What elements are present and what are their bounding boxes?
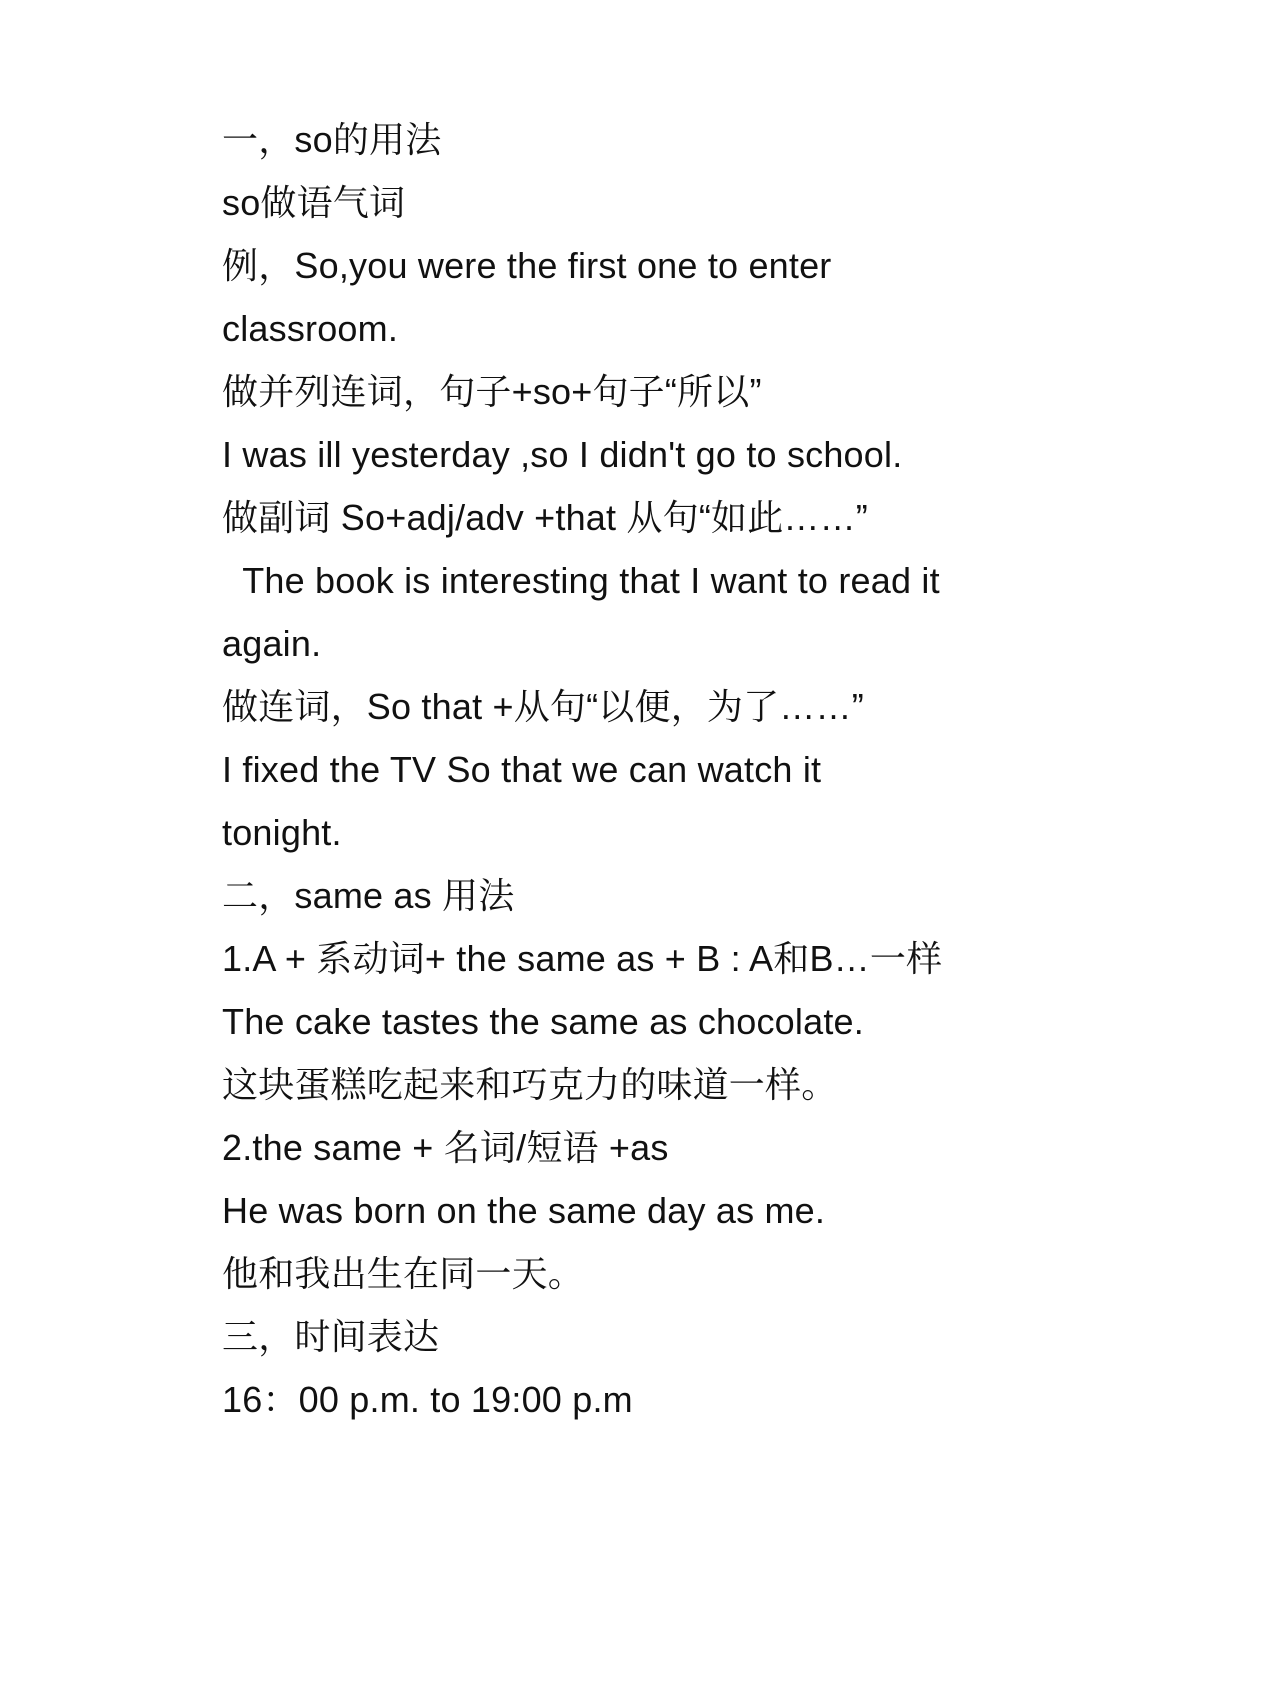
note-text-body	[222, 108, 1160, 1431]
note-line-same-as-example-2: He was born on the same day as me.	[222, 1190, 826, 1231]
note-line-same-as-example-1: The cake tastes the same as chocolate.	[222, 1001, 864, 1042]
note-line-example-so-3: The book is interesting that I want to read it	[232, 560, 940, 601]
note-line-example-so-3-cont: again.	[222, 623, 322, 664]
note-line-same-as-rule-2: 2.the same + 名词/短语 +as	[222, 1127, 669, 1168]
note-line-coordinating-conjunction: 做并列连词，句子+so+句子“所以”	[222, 371, 762, 412]
note-line-heading-so: 一，so的用法	[222, 119, 442, 160]
note-line-example-so-1-cont: classroom.	[222, 308, 399, 349]
note-line-adverb-usage: 做副词 So+adj/adv +that 从句“如此……”	[222, 497, 868, 538]
note-line-so-tone-word: so做语气词	[222, 182, 406, 223]
note-line-same-as-rule-1: 1.A + 系动词+ the same as + B : A和B…一样	[222, 938, 943, 979]
note-line-example-so-2: I was ill yesterday ,so I didn't go to school.	[222, 434, 903, 475]
note-line-heading-same-as: 二，same as 用法	[222, 875, 515, 916]
note-line-conjunction-so-that: 做连词，So that +从句“以便，为了……”	[222, 686, 864, 727]
note-line-example-so-4-cont: tonight.	[222, 812, 342, 853]
note-line-heading-time-expression: 三，时间表达	[222, 1316, 440, 1357]
note-line-same-as-translation-1: 这块蛋糕吃起来和巧克力的味道一样。	[222, 1064, 838, 1105]
note-line-example-so-1: 例，So,you were the first one to enter	[222, 245, 832, 286]
note-line-same-as-translation-2: 他和我出生在同一天。	[222, 1253, 585, 1294]
note-line-time-expression-example: 16：00 p.m. to 19:00 p.m	[222, 1379, 633, 1420]
note-line-example-so-4: I fixed the TV So that we can watch it	[222, 749, 822, 790]
